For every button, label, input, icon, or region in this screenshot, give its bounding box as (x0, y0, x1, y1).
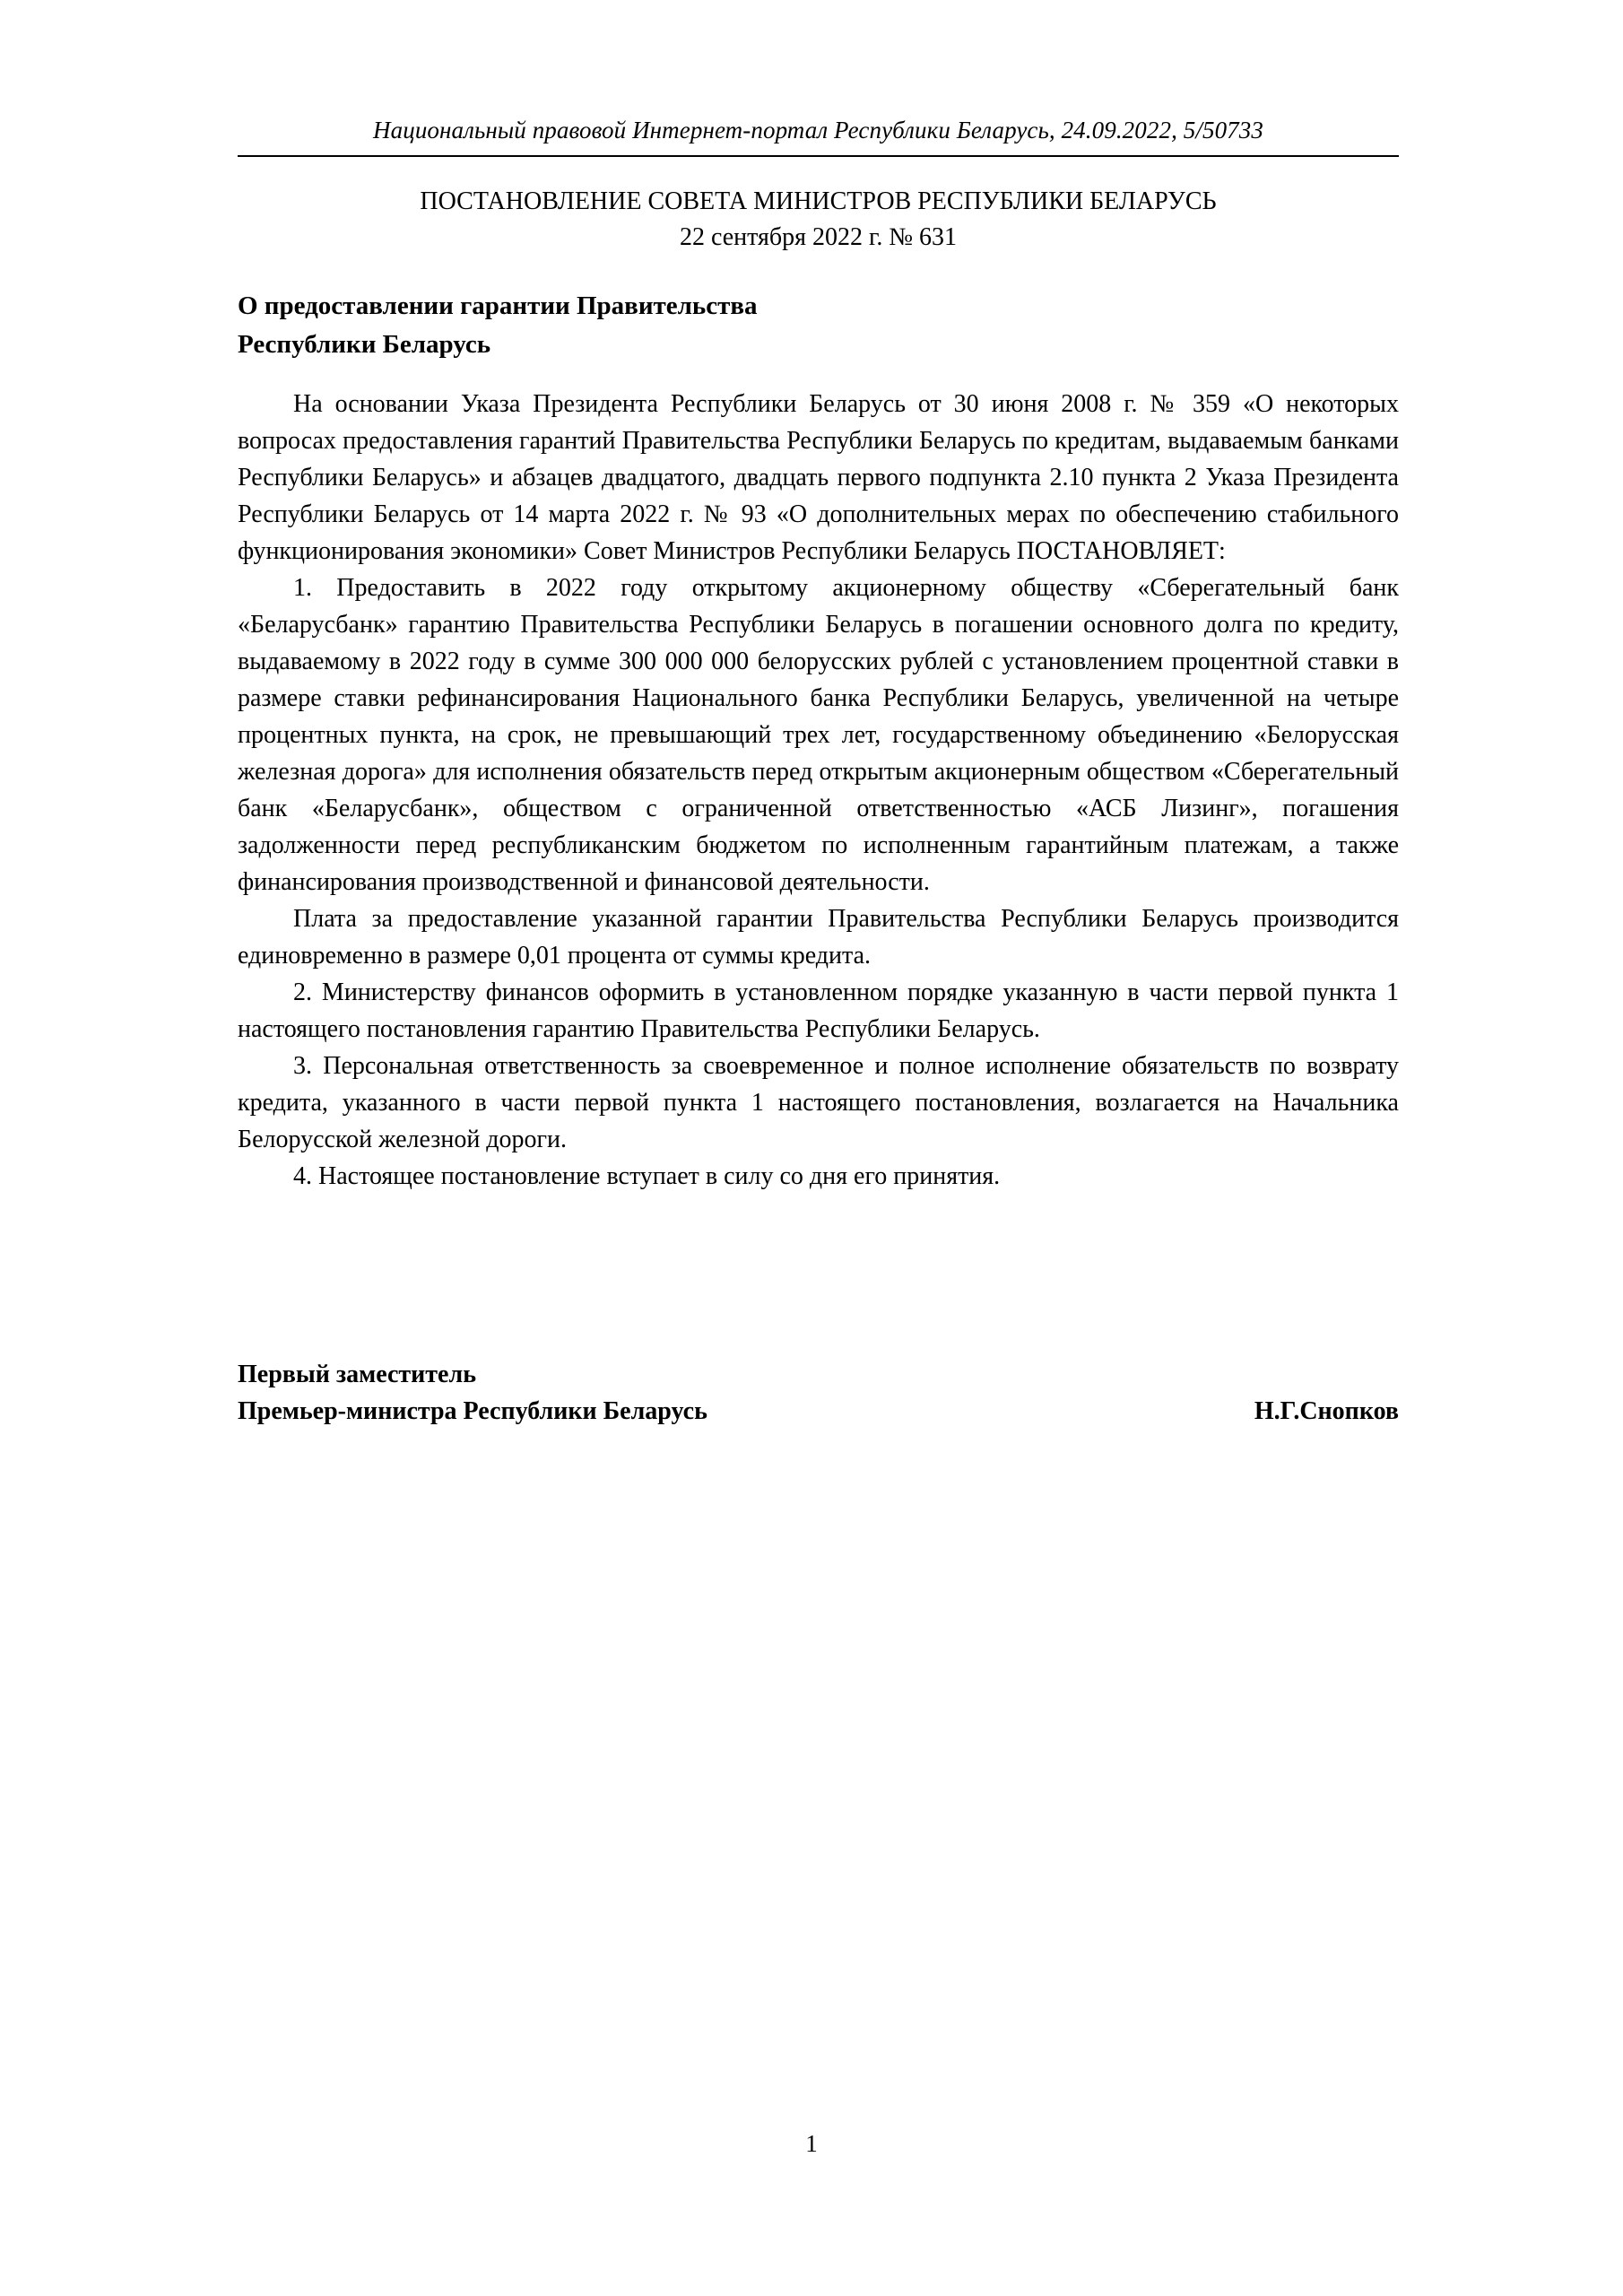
document-subject-line1: О предоставлении гарантии Правительства (238, 291, 758, 320)
paragraph-item-3: 3. Персональная ответственность за своевременное и полное исполнение обязательств по возврату кредита, указанного в части первой пункта 1 настоящего постановления, возлагается на Начальника Белорусской железной дороги. (238, 1052, 1399, 1154)
portal-header-text: Национальный правовой Интернет-портал Республики Беларусь, 24.09.2022, 5/50733 (373, 117, 1263, 144)
page-number: 1 (805, 2130, 818, 2157)
document-subject (238, 287, 1045, 364)
signature-name: Н.Г.Снопков (1254, 1397, 1399, 1426)
paragraph-item-2: 2. Министерству финансов оформить в установленном порядке указанную в части первой пункта 1 настоящего постановления гарантию Правительства Республики Беларусь. (238, 978, 1399, 1044)
document-subject-line2: Республики Беларусь (238, 329, 491, 359)
portal-header (238, 117, 1399, 157)
paragraph-item-1: 1. Предоставить в 2022 году открытому акционерному обществу «Сберегательный банк «Беларусбанк» гарантию Правительства Республики Беларусь в погашении основного долга по кредиту, выдаваемому в 2022 году в сумме 300 000 000 белорусских рублей с установлением процентной ставки в размере ставки рефинансирования Национального банка Республики Беларусь, увеличенной на четыре процентных пункта, на срок, не превышающий трех лет, государственному объединению «Белорусская железная дорога» для исполнения обязательств перед открытым акционерным обществом «Сберегательный банк «Беларусбанк», обществом с ограниченной ответственностью «АСБ Лизинг», погашения задолженности перед республиканским бюджетом по исполненным гарантийным платежам, а также финансирования производственной и финансовой деятельности. (238, 574, 1399, 897)
signature-position-line1: Первый заместитель (238, 1361, 476, 1388)
signature-block (238, 1356, 1399, 1431)
document-title-line2: 22 сентября 2022 г. № 631 (679, 222, 958, 251)
document-body (238, 386, 1399, 1195)
paragraph-preamble: На основании Указа Президента Республики Беларусь от 30 июня 2008 г. № 359 «О некоторых вопросах предоставления гарантий Правительства Республики Беларусь по кредитам, выдаваемым банками Республики Беларусь» и абзацев двадцатого, двадцать первого подпункта 2.10 пункта 2 Указа Президента Республики Беларусь от 14 марта 2022 г. № 93 «О дополнительных мерах по обеспечению стабильного функционирования экономики» Совет Министров Республики Беларусь ПОСТАНОВЛЯЕТ: (238, 390, 1399, 566)
document-title (238, 184, 1399, 256)
document-title-line1: ПОСТАНОВЛЕНИЕ СОВЕТА МИНИСТРОВ РЕСПУБЛИКИ БЕЛАРУСЬ (420, 187, 1217, 215)
paragraph-fee: Плата за предоставление указанной гарантии Правительства Республики Беларусь производится единовременно в размере 0,01 процента от суммы кредита. (238, 905, 1399, 970)
signature-position-line2: Премьер-министра Республики Беларусь (238, 1397, 707, 1426)
paragraph-item-4: 4. Настоящее постановление вступает в силу со дня его принятия. (293, 1162, 1001, 1191)
